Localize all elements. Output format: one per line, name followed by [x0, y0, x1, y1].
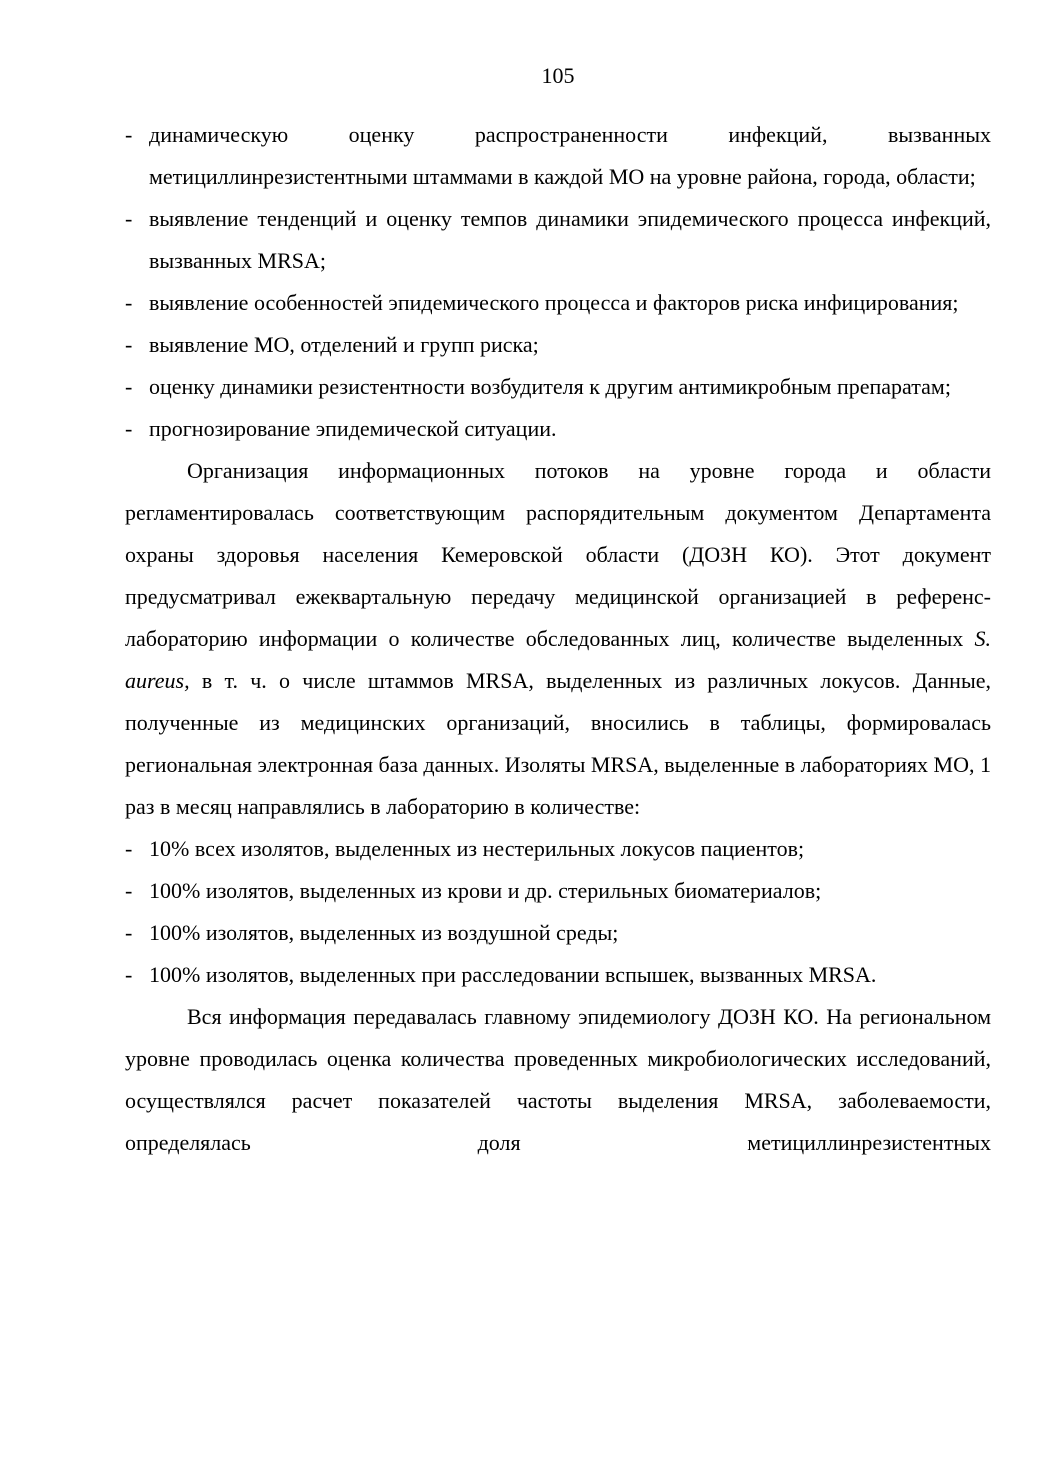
list-item: - прогнозирование эпидемической ситуации.	[125, 408, 991, 450]
regional-analysis-paragraph: Вся информация передавалась главному эпидемиологу ДОЗН КО. На региональном уровне проводилась оценка количества проведенных микробиологических исследований, осуществлялся расчет показателей частоты выделения MRSA, заболеваемости, определялась доля метициллинрезистентных	[125, 1004, 991, 1155]
list-item: - выявление тенденций и оценку темпов динамики эпидемического процесса инфекций, вызванных MRSA;	[125, 198, 991, 282]
page-number: 105	[541, 63, 575, 88]
list-item: - оценку динамики резистентности возбудителя к другим антимикробным препаратам;	[125, 366, 991, 408]
list-item: - 100% изолятов, выделенных при расследовании вспышек, вызванных MRSA.	[125, 954, 991, 996]
paragraph-text: в т. ч. о числе штаммов MRSA, выделенных из различных локусов. Данные, полученные из медицинских организаций, вносились в таблицы, формировалась региональная электронная база данных. Изоляты MRSA, выделенные в лабораториях МО, 1 раз в месяц направлялись в лабораторию в количестве:	[125, 668, 991, 819]
paragraph-text: Организация информационных потоков на уровне города и области регламентировалась соответствующим распорядительным документом Департамента охраны здоровья населения Кемеровской области (ДОЗН КО). Этот документ предусматривал ежеквартальную передачу медицинской организацией в референс-лабораторию информации о количестве обследованных лиц, количестве выделенных	[125, 458, 991, 651]
list-item: - 100% изолятов, выделенных из воздушной среды;	[125, 912, 991, 954]
isolate-quota-list	[125, 828, 991, 996]
list-item: - динамическую оценку распространенности инфекций, вызванных метициллинрезистентными штаммами в каждой МО на уровне района, города, области;	[125, 114, 991, 198]
analysis-tasks-list	[125, 114, 991, 450]
document-body	[125, 114, 991, 1164]
list-item: - выявление МО, отделений и групп риска;	[125, 324, 991, 366]
list-item: - 100% изолятов, выделенных из крови и др. стерильных биоматериалов;	[125, 870, 991, 912]
information-flow-paragraph	[125, 450, 991, 828]
list-item: - выявление особенностей эпидемического процесса и факторов риска инфицирования;	[125, 282, 991, 324]
species-name: S. aureus,	[125, 626, 991, 693]
list-item: - 10% всех изолятов, выделенных из нестерильных локусов пациентов;	[125, 828, 991, 870]
